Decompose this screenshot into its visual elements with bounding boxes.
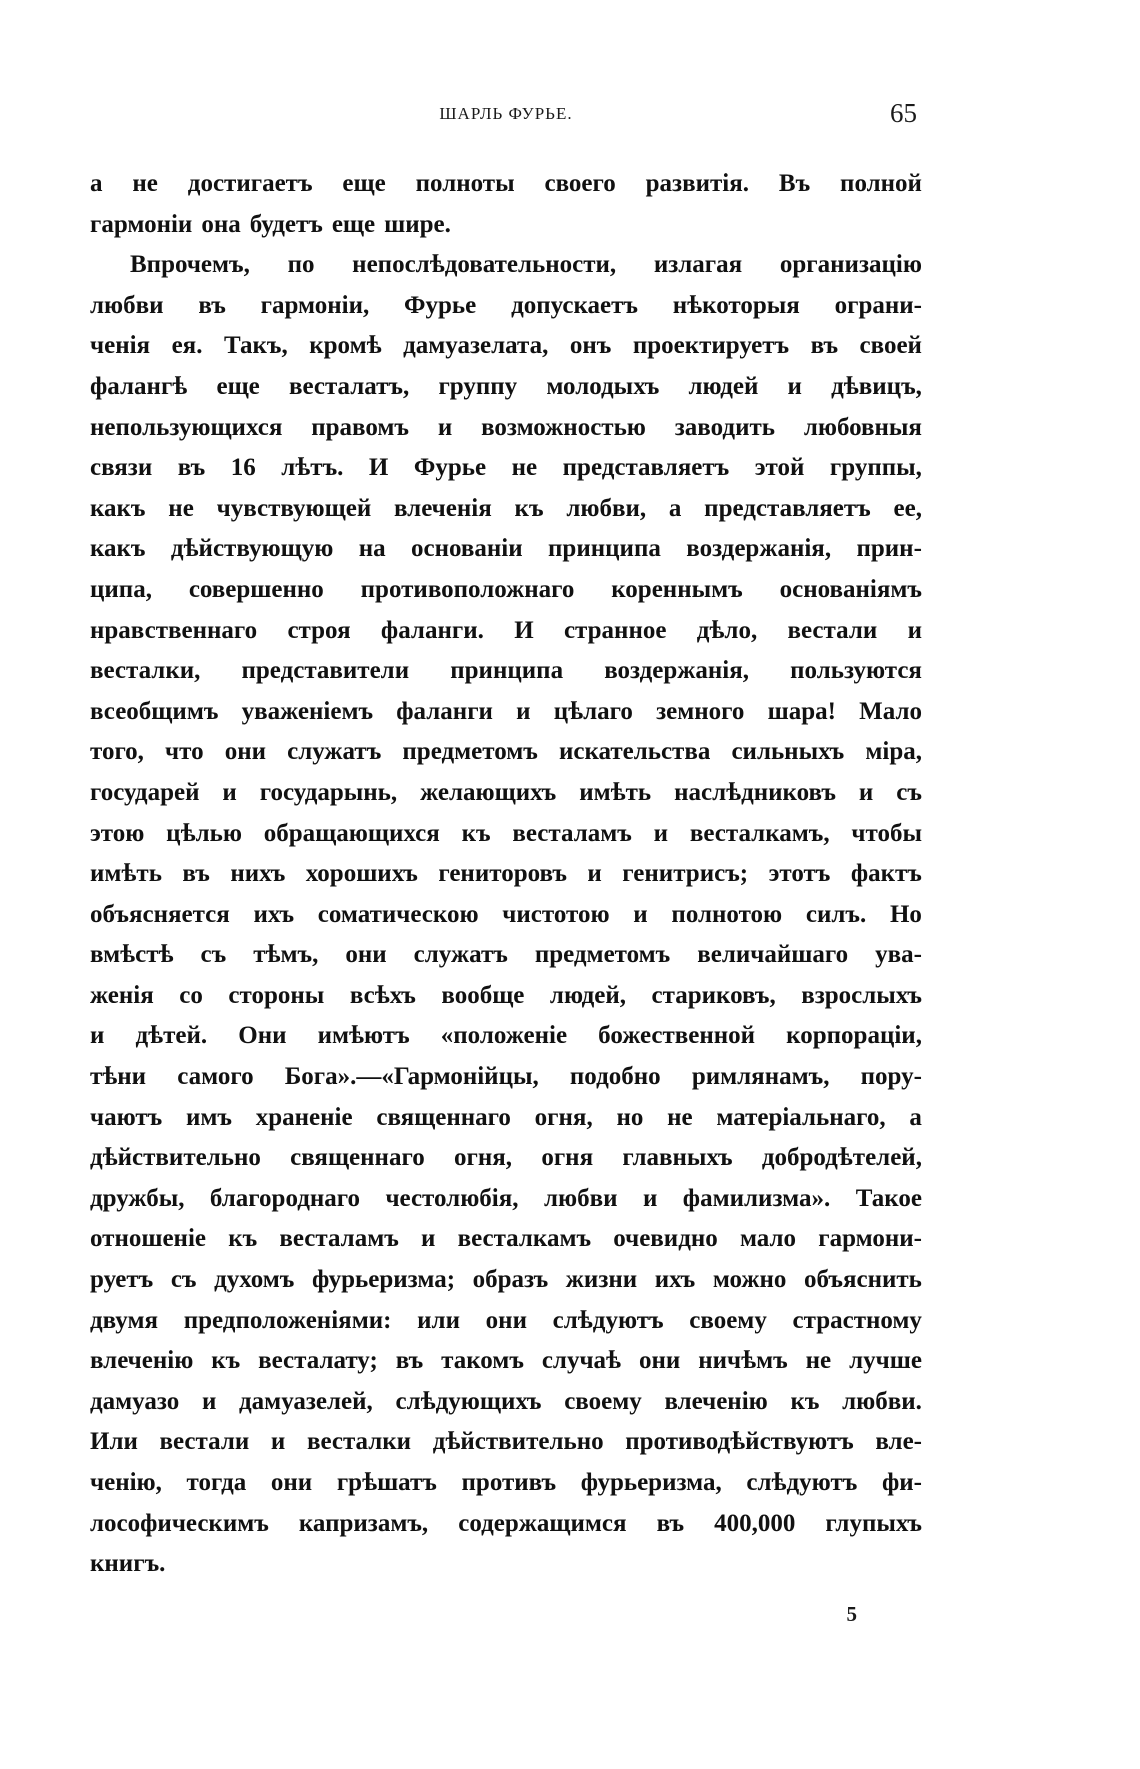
word: государынь, [259,778,398,806]
word: и [907,616,922,644]
word: и [201,1387,217,1415]
word: нихъ [230,860,286,888]
word: любви. [842,1387,922,1415]
word: не [667,1103,693,1131]
word: этою [90,819,145,847]
text-line [90,732,922,773]
word: наслѣдниковъ [674,778,836,806]
text-line [90,1544,922,1585]
word: противодѣйствуютъ [625,1428,854,1456]
word: въ [182,860,210,888]
word: огня, [534,1103,593,1131]
word: чтобы [851,819,922,847]
word: добродѣтелей, [761,1144,922,1172]
text-line [90,1016,922,1057]
text-line [90,935,922,976]
word: лософическимъ [90,1509,269,1537]
word: и [858,778,874,806]
word: слѣдуютъ [552,1306,664,1334]
word: цѣлью [166,819,242,847]
word: руетъ [90,1266,154,1294]
word: любви [543,1184,618,1212]
word: вестали [787,616,878,644]
word: весталки [306,1428,412,1456]
word: и [642,1184,658,1212]
word: принципа [450,657,564,685]
word: слѣдующихъ [395,1387,542,1415]
word: того, [90,738,144,766]
word: служатъ [413,941,508,969]
word: представляетъ [562,454,730,482]
word: дѣйствительно [90,1144,261,1172]
text-line [90,286,922,327]
word: предметомъ [534,941,671,969]
word: Такое [855,1184,922,1212]
word: онъ [569,332,612,360]
word: дружбы, [90,1184,185,1212]
word: не [168,494,194,522]
word: своего [544,170,616,197]
word: фаланги [396,697,493,725]
word: не [511,454,538,482]
word: государей [90,778,200,806]
word: слѣдуютъ [746,1469,858,1496]
word: еще [216,372,260,400]
word: противоположнаго [360,575,575,603]
word: честолюбія, [385,1184,519,1212]
word: двумя [90,1306,159,1334]
word: предположеніями: [183,1306,392,1334]
word: своему [564,1387,642,1415]
word: влеченію [90,1347,194,1375]
word: а [668,494,682,522]
word: Въ [778,170,811,197]
word: въ [177,454,206,482]
word: жизни [565,1266,638,1294]
word: влеченія [394,494,492,522]
word: предметомъ [402,738,538,766]
text-line [90,245,922,286]
word: служатъ [287,738,382,766]
text-line [90,1179,922,1220]
word: противъ [461,1469,557,1496]
text-line [90,1463,922,1504]
word: матеріальнаго, [716,1103,886,1131]
word: со [179,981,203,1009]
word: весталкамъ [457,1225,592,1253]
word: священнаго [376,1103,511,1131]
word: къ [514,494,544,522]
word: хорошихъ [305,860,418,888]
word: ее, [893,494,922,522]
word: фактъ [850,860,922,888]
text-line [90,1057,922,1098]
word: главныхъ [622,1144,733,1172]
word: своему [689,1306,767,1334]
word: дамуазо [90,1387,180,1415]
word: обращающихся [263,819,440,847]
text-line [90,1341,922,1382]
word: имѣть [90,860,162,888]
word: этой [754,454,805,482]
word: глупыхъ [825,1509,922,1537]
word: содержащимся [458,1509,627,1537]
word: сильныхъ [731,738,845,766]
word: и [653,819,669,847]
word: дамуазелей, [239,1387,373,1415]
word: Фурье [413,454,487,482]
word: чувствующей [216,494,372,522]
text-line [90,1219,922,1260]
word: случаѣ [541,1347,622,1375]
text-line [90,814,922,855]
word: непослѣдовательности, [352,251,617,279]
word: основаніямъ [779,575,922,603]
word: весталату; [258,1347,378,1375]
word: 400,000 [714,1509,796,1537]
word: отношеніе [90,1225,207,1253]
word: на [358,535,386,563]
word: связи [90,454,153,482]
word: ничѣмъ [698,1347,788,1375]
text-line [90,408,922,449]
word: римлянамъ, [691,1063,830,1091]
word: вмѣстѣ [90,941,174,969]
word: самого [177,1063,254,1091]
word: она [201,210,241,238]
word: излагая [653,251,743,279]
word: Или [90,1428,138,1456]
word: лѣтъ. [281,454,344,482]
word: имъ [185,1103,232,1131]
signature-mark: 5 [846,1602,857,1626]
word: шире. [384,210,451,238]
word: корпораціи, [786,1022,922,1050]
word: влеченію [664,1387,768,1415]
word: а [909,1103,922,1131]
word: не [132,170,158,197]
word: имѣютъ [317,1022,410,1050]
word: весталкамъ, [689,819,830,847]
word: людей, [549,981,627,1009]
word: земного [656,697,745,725]
word: еще [342,170,386,197]
word: дѣтей. [135,1022,208,1050]
word: ченія [90,332,151,360]
word: весталамъ [512,819,632,847]
word: фурьеризма; [311,1266,456,1294]
word: Бога».—«Гармонійцы, [284,1063,539,1091]
word: представители [241,657,410,685]
word: строя [287,616,351,644]
word: величайшаго [697,941,849,969]
word: а [90,170,103,197]
word: можно [712,1266,787,1294]
text-line [90,1098,922,1139]
word: вле- [875,1428,922,1456]
word: ципа, [90,575,152,603]
word: искательства [558,738,711,766]
word: фалангѣ [90,372,188,400]
text-line [90,1382,922,1423]
word: воздержанія, [604,657,750,685]
word: будетъ [249,210,323,238]
word: заводить [674,413,775,441]
word: всѣхъ [349,981,416,1009]
word: цѣлаго [553,697,633,725]
word: подобно [569,1063,661,1091]
text-line [90,489,922,530]
word: пору- [860,1063,922,1091]
word: божественной [598,1022,756,1050]
word: основаніи [410,535,523,563]
text-line [90,854,922,895]
word: кореннымъ [611,575,743,603]
word: вообще [441,981,525,1009]
word: тогда [186,1469,247,1496]
word: ченію, [90,1469,162,1496]
word: мало [739,1225,797,1253]
word: храненіе [255,1103,353,1131]
word: въ [198,291,226,319]
word: дамуазелата, [403,332,549,360]
word: дѣйствующую [170,535,334,563]
text-line [90,1504,922,1545]
word: фурьеризма, [580,1469,722,1496]
text-line [90,529,922,570]
word: они [485,1306,527,1334]
word: любовныя [803,413,922,441]
text-line [90,326,922,367]
word: развитія. [645,170,750,197]
word: капризамъ, [298,1509,429,1537]
word: полной [840,170,922,197]
text-line [90,367,922,408]
text-line [90,895,922,936]
word: не [805,1347,832,1375]
text-line [90,448,922,489]
word: стариковъ, [651,981,776,1009]
text-line [90,692,922,733]
word: взрослыхъ [801,981,922,1009]
word: любви [90,291,164,319]
word: шара! [767,697,836,725]
text-line [90,1138,922,1179]
word: организацію [779,251,922,279]
word: ихъ [654,1266,696,1294]
word: своей [859,332,922,360]
text-line [90,164,922,205]
word: странное [563,616,667,644]
word: стороны [228,981,325,1009]
word: къ [211,1347,241,1375]
word: ихъ [253,900,295,928]
word: прин- [856,535,922,563]
word: принципа [548,535,661,563]
word: полнотою [671,900,783,928]
text-line [90,1422,922,1463]
text-line [90,651,922,692]
body-text [90,164,922,1585]
word: воздержанія, [686,535,832,563]
word: или [417,1306,460,1334]
word: и [222,778,237,806]
word: еще [331,210,376,238]
word: гармоніи [90,210,193,238]
word: гармоніи, [260,291,370,319]
word: чаютъ [90,1103,163,1131]
word: и [787,372,802,400]
word: весталамъ [279,1225,399,1253]
word: объясняется [90,900,230,928]
text-line [90,1301,922,1342]
word: гениторовъ [438,860,567,888]
word: соматическою [317,900,479,928]
word: и [90,1022,105,1050]
word: женія [90,981,154,1009]
word: возможностью [481,413,646,441]
word: весталки, [90,657,201,685]
word: совершенно [188,575,324,603]
word: но [616,1103,644,1131]
word: и [633,900,648,928]
word: фаланги. [380,616,484,644]
word: страстному [792,1306,922,1334]
word: дѣвицъ, [831,372,922,400]
text-line [90,773,922,814]
word: весталатъ, [288,372,410,400]
word: Впрочемъ, [130,251,250,279]
word: людей [688,372,759,400]
word: нравственнаго [90,616,258,644]
word: Фурье [404,291,477,319]
word: Мало [859,697,922,725]
word: И [368,454,389,482]
word: они [638,1347,681,1375]
word: такомъ [441,1347,524,1375]
word: священнаго [290,1144,425,1172]
word: 16 [230,454,256,482]
word: всеобщимъ [90,697,219,725]
word: какъ [90,494,146,522]
word: имѣть [579,778,652,806]
word: къ [461,819,491,847]
word: чистотою [502,900,610,928]
word: пользуются [790,657,922,685]
word: уваженіемъ [241,697,374,725]
word: въ [656,1509,685,1537]
word: и [516,697,531,725]
word: очевидно [613,1225,718,1253]
word: фамилизма». [682,1184,831,1212]
word: генитрисъ; [622,860,749,888]
word: лучше [849,1347,922,1375]
word: съ [896,778,922,806]
word: къ [228,1225,258,1253]
word: непользующихся [90,413,283,441]
text-line [90,976,922,1017]
word: въ [810,332,839,360]
word: полноты [415,170,515,197]
word: кромѣ [309,332,382,360]
word: тѣмъ, [253,941,319,969]
word: правомъ [311,413,409,441]
word: дѣйствительно [432,1428,604,1456]
word: тѣни [90,1063,147,1091]
word: книгъ. [90,1550,166,1578]
word: они [224,738,267,766]
word: міра, [865,738,922,766]
word: фи- [881,1469,922,1496]
word: достигаетъ [187,170,313,197]
word: молодыхъ [546,372,660,400]
word: группу [438,372,518,400]
word: любви, [566,494,647,522]
text-line [90,570,922,611]
word: допускаетъ [511,291,638,319]
word: огня, [453,1144,513,1172]
word: ува- [875,941,922,969]
word: съ [170,1266,197,1294]
word: ея. [171,332,203,360]
word: къ [790,1387,820,1415]
word: образъ [472,1266,549,1294]
word: они [270,1469,313,1496]
word: вестали [159,1428,250,1456]
word: и [587,860,602,888]
running-title: ШАРЛЬ ФУРЬЕ. [439,104,573,123]
word: по [287,251,315,279]
word: Они [238,1022,287,1050]
word: дѣло, [696,616,758,644]
word: проектируетъ [632,332,790,360]
word: гармони- [818,1225,922,1253]
word: силъ. [805,900,867,928]
word: что [165,738,204,766]
word: и [270,1428,286,1456]
word: «положеніе [440,1022,568,1050]
word: въ [395,1347,424,1375]
word: огня [541,1144,594,1172]
word: нѣкоторыя [672,291,800,319]
word: Но [889,900,922,928]
word: и [421,1225,436,1253]
text-line [90,1260,922,1301]
word: группы, [829,454,922,482]
word: грѣшатъ [336,1469,437,1496]
running-head [95,98,917,140]
word: представляетъ [704,494,871,522]
word: Такъ, [223,332,288,360]
page-number: 65 [890,98,917,128]
word: благороднаго [209,1184,361,1212]
word: они [345,941,387,969]
word: съ [200,941,227,969]
word: И [514,616,534,644]
word: желающихъ [420,778,557,806]
text-line [90,611,922,652]
word: и [437,413,453,441]
word: этотъ [768,860,831,888]
word: духомъ [214,1266,295,1294]
text-line [90,205,922,246]
word: объяснить [804,1266,922,1294]
word: ограни- [834,291,922,319]
word: какъ [90,535,146,563]
